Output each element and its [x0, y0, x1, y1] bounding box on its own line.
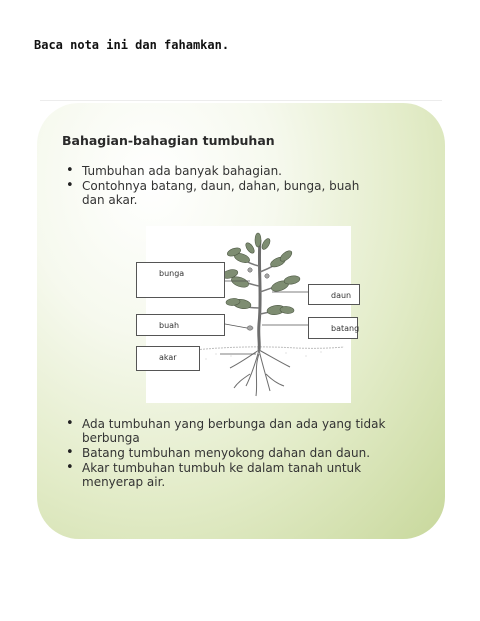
- bullet-item: • Akar tumbuhan tumbuh ke dalam tanah untuk menyerap air.: [64, 461, 404, 489]
- card-title: Bahagian-bahagian tumbuhan: [62, 133, 275, 148]
- bullet-list-bottom: [64, 417, 404, 490]
- instruction-text: Baca nota ini dan fahamkan.: [34, 38, 230, 52]
- label-batang: batang: [308, 317, 358, 339]
- label-akar: akar: [136, 346, 200, 371]
- bullet-item: • Tumbuhan ada banyak bahagian.: [64, 164, 384, 178]
- label-buah: buah: [136, 314, 225, 336]
- label-bunga: bunga: [136, 262, 225, 298]
- bullet-item: • Ada tumbuhan yang berbunga dan ada yang tidak berbunga: [64, 417, 404, 445]
- bullet-item: • Batang tumbuhan menyokong dahan dan daun.: [64, 446, 404, 460]
- label-daun: daun: [308, 284, 360, 305]
- bullet-item: • Contohnya batang, daun, dahan, bunga, buah dan akar.: [64, 179, 384, 207]
- bullet-list-top: [64, 164, 384, 208]
- plant-diagram: [146, 226, 360, 403]
- top-divider: [40, 100, 442, 101]
